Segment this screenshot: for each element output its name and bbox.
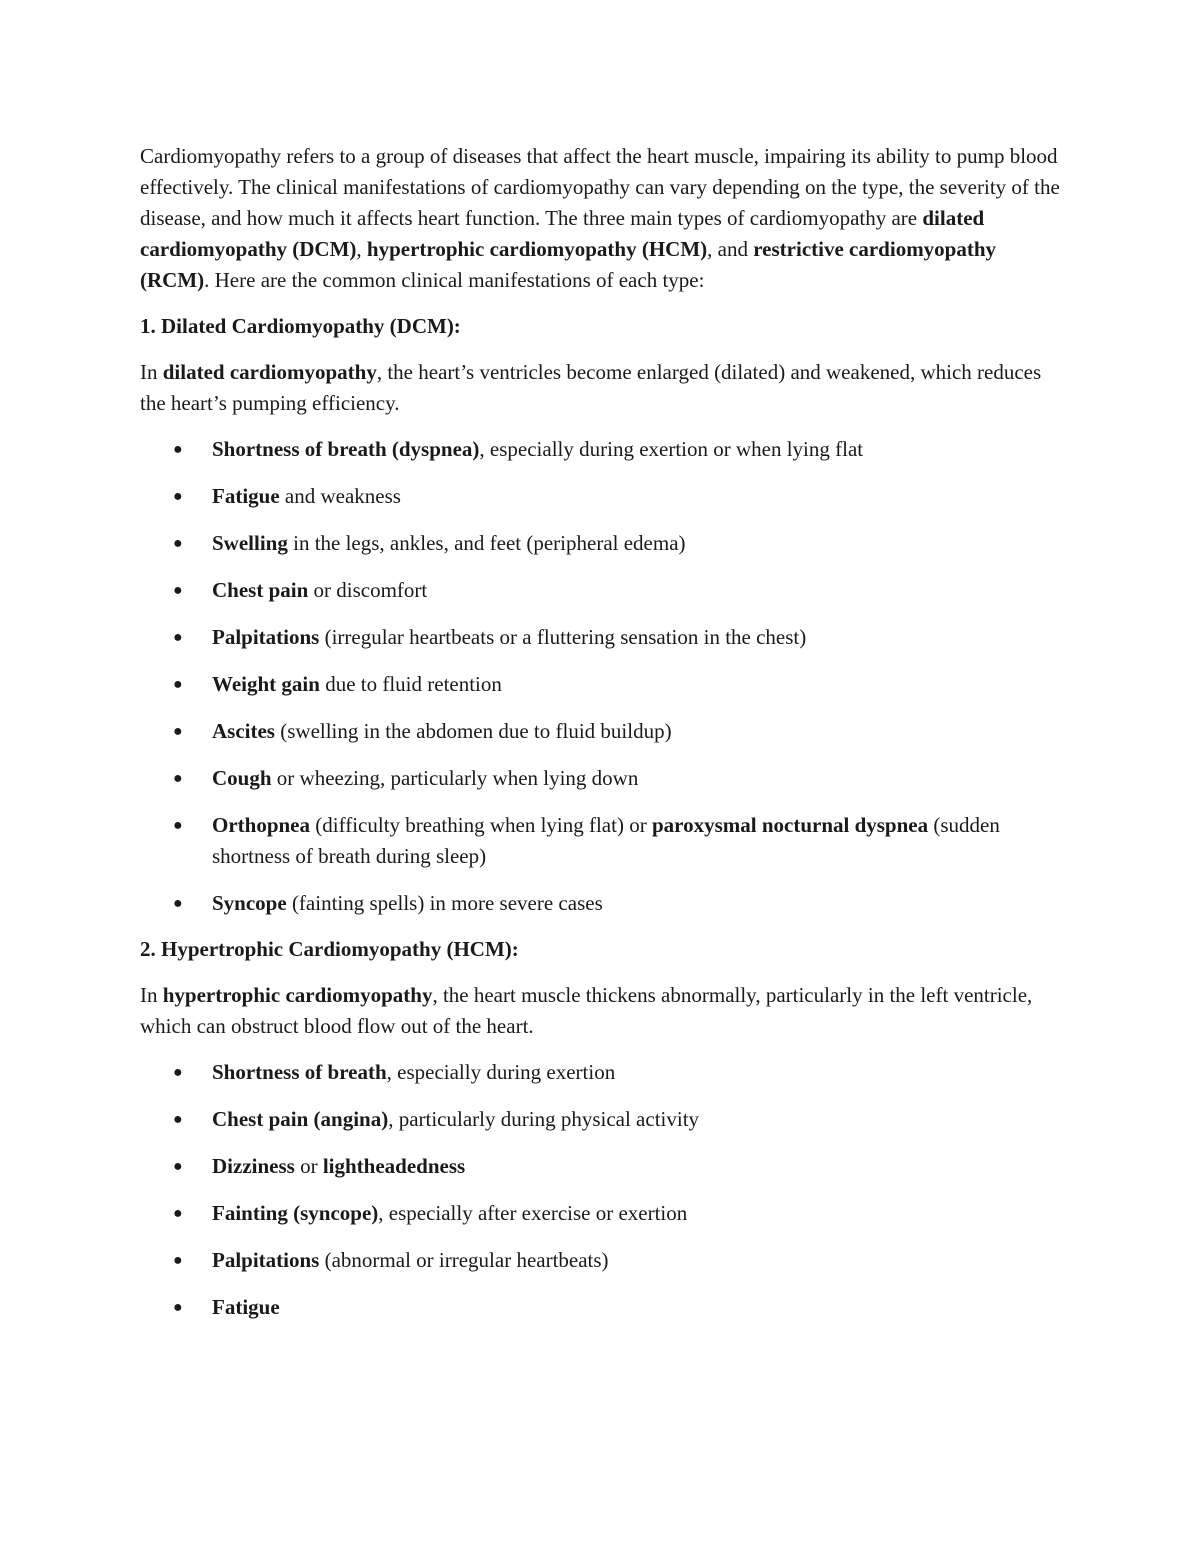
item-bold: lightheadedness (322, 1154, 466, 1178)
item-bold: Chest pain (angina) (212, 1107, 389, 1131)
item-text: (difficulty breathing when lying flat) or (310, 813, 652, 837)
list-item (140, 575, 1065, 606)
bullet-icon: ● (173, 535, 183, 552)
bullet-icon: ● (173, 1111, 183, 1128)
list-item (140, 763, 1065, 794)
bullet-icon: ● (173, 770, 183, 787)
item-text: , especially during exertion or when lying flat (479, 437, 864, 461)
intro-text: , (356, 237, 367, 261)
item-text: in the legs, ankles, and feet (peripheral edema) (287, 531, 686, 555)
item-bold: paroxysmal nocturnal dyspnea (651, 813, 929, 837)
item-bold: Fatigue (212, 1295, 280, 1319)
item-bold: Swelling (212, 531, 288, 555)
bullet-icon: ● (173, 1299, 183, 1316)
list-item (140, 810, 1065, 872)
list-item (140, 1198, 1065, 1229)
item-bold: Palpitations (212, 1248, 320, 1272)
list-item (140, 1057, 1065, 1088)
list-item (140, 434, 1065, 465)
intro-bold-dcm: dilated cardiomyopathy (DCM) (140, 206, 985, 261)
dcm-intro-bold: dilated cardiomyopathy (162, 360, 377, 384)
hcm-intro-text: , the heart muscle thickens abnormally, particularly in the left ventricle, which can obstruct blood flow out of the heart. (140, 983, 1033, 1038)
intro-text: , and (707, 237, 754, 261)
item-bold: Syncope (212, 891, 287, 915)
hcm-intro-paragraph (140, 980, 1065, 1042)
document-page (140, 141, 1065, 1338)
bullet-icon: ● (173, 1064, 183, 1081)
bullet-icon: ● (173, 817, 183, 834)
item-bold: Ascites (212, 719, 275, 743)
list-item (140, 528, 1065, 559)
list-item (140, 481, 1065, 512)
item-bold: Fainting (syncope) (212, 1201, 379, 1225)
item-text: (sudden shortness of breath during sleep) (212, 813, 1000, 868)
dcm-intro-paragraph (140, 357, 1065, 419)
section-heading-hcm: 2. Hypertrophic Cardiomyopathy (HCM): (140, 937, 519, 961)
bullet-icon: ● (173, 629, 183, 646)
item-text: , especially after exercise or exertion (378, 1201, 688, 1225)
item-bold: Cough (212, 766, 272, 790)
hcm-intro-bold: hypertrophic cardiomyopathy (162, 983, 433, 1007)
intro-bold-hcm: hypertrophic cardiomyopathy (HCM) (366, 237, 708, 261)
hcm-symptom-list (140, 1057, 1065, 1323)
section-heading-dcm: 1. Dilated Cardiomyopathy (DCM): (140, 314, 461, 338)
intro-paragraph (140, 141, 1065, 296)
item-bold: Fatigue (212, 484, 280, 508)
list-item (140, 1151, 1065, 1182)
bullet-icon: ● (173, 676, 183, 693)
intro-text: . Here are the common clinical manifestations of each type: (204, 268, 705, 292)
list-item (140, 669, 1065, 700)
item-text: , especially during exertion (386, 1060, 616, 1084)
hcm-intro-text: In (140, 983, 163, 1007)
bullet-icon: ● (173, 1205, 183, 1222)
item-text: or wheezing, particularly when lying down (271, 766, 639, 790)
list-item (140, 1245, 1065, 1276)
intro-text: Cardiomyopathy refers to a group of diseases that affect the heart muscle, impairing its ability to pump blood effectively. The clinical manifestations of cardiomyopathy can vary depending on the type, the severity of the disease, and how much it affects heart function. The three main types of cardiomyopathy are (140, 144, 1060, 230)
item-text: or (294, 1154, 323, 1178)
dcm-intro-text: In (140, 360, 163, 384)
item-text: (abnormal or irregular heartbeats) (319, 1248, 609, 1272)
list-item (140, 888, 1065, 919)
item-bold: Dizziness (212, 1154, 295, 1178)
item-bold: Shortness of breath (dyspnea) (212, 437, 480, 461)
list-item (140, 1104, 1065, 1135)
bullet-icon: ● (173, 895, 183, 912)
list-item (140, 1292, 1065, 1323)
bullet-icon: ● (173, 488, 183, 505)
item-text: (swelling in the abdomen due to fluid buildup) (274, 719, 672, 743)
bullet-icon: ● (173, 582, 183, 599)
item-text: (fainting spells) in more severe cases (286, 891, 603, 915)
list-item (140, 716, 1065, 747)
item-bold: Chest pain (212, 578, 309, 602)
list-item (140, 622, 1065, 653)
item-text: (irregular heartbeats or a fluttering sensation in the chest) (319, 625, 807, 649)
item-text: , particularly during physical activity (388, 1107, 700, 1131)
item-bold: Shortness of breath (212, 1060, 387, 1084)
item-bold: Orthopnea (212, 813, 311, 837)
item-bold: Palpitations (212, 625, 320, 649)
item-text: and weakness (279, 484, 401, 508)
item-text: or discomfort (308, 578, 428, 602)
bullet-icon: ● (173, 723, 183, 740)
item-text: due to fluid retention (319, 672, 502, 696)
dcm-symptom-list (140, 434, 1065, 919)
bullet-icon: ● (173, 1158, 183, 1175)
bullet-icon: ● (173, 1252, 183, 1269)
intro-bold-rcm: restrictive cardiomyopathy (RCM) (140, 237, 997, 292)
item-bold: Weight gain (212, 672, 320, 696)
dcm-intro-text: , the heart’s ventricles become enlarged (dilated) and weakened, which reduces the heart’s pumping efficiency. (140, 360, 1042, 415)
bullet-icon: ● (173, 441, 183, 458)
